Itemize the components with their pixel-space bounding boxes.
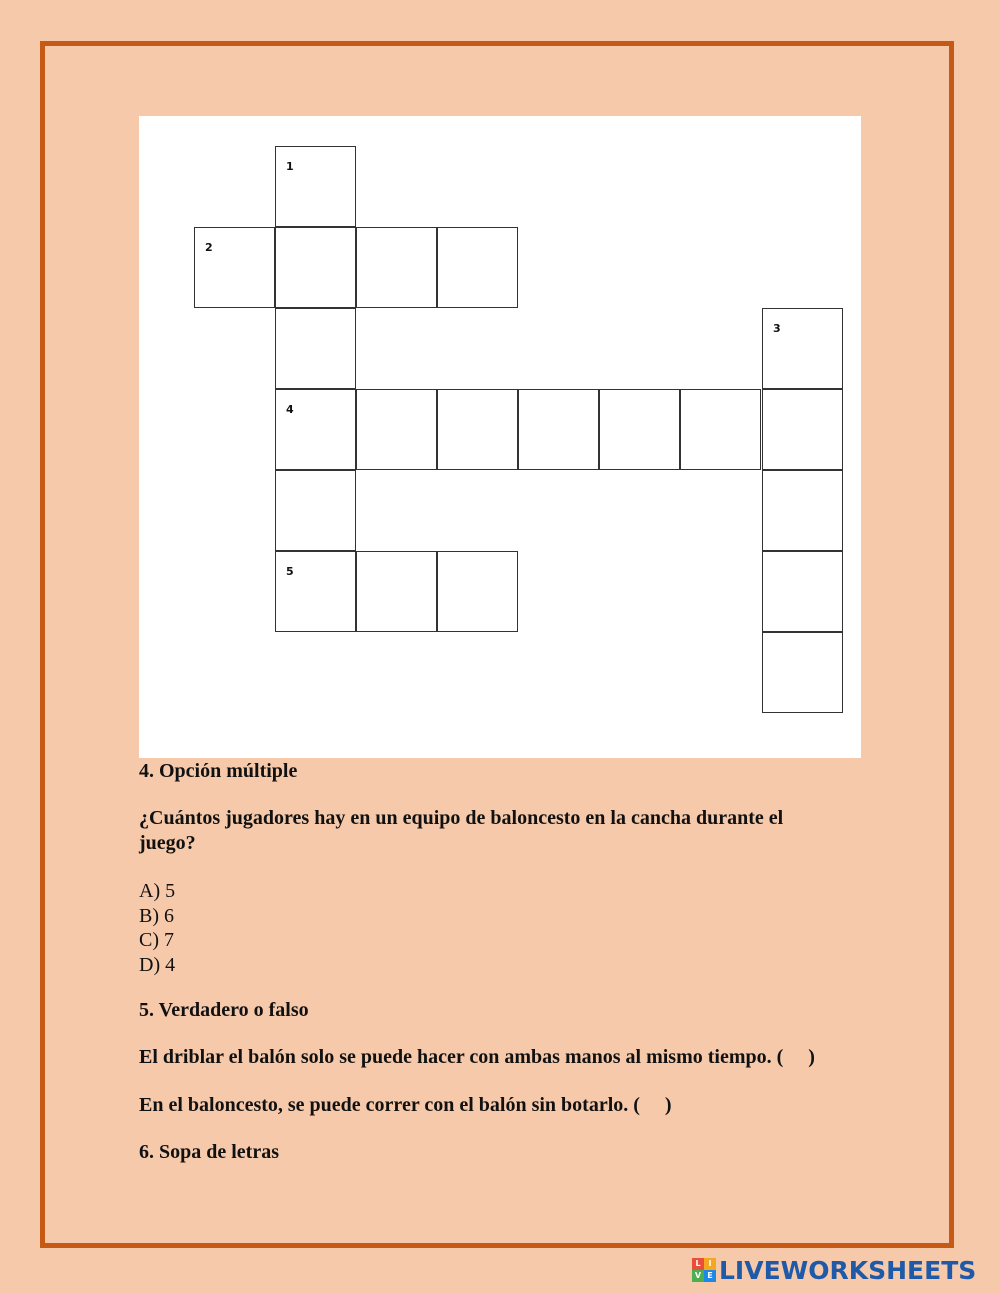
logo-mark-letter: E [704, 1270, 716, 1282]
crossword-cell[interactable] [194, 227, 275, 308]
crossword-cell[interactable] [762, 470, 843, 551]
crossword-cell[interactable] [275, 389, 356, 470]
crossword-cell[interactable] [762, 632, 843, 713]
section-6-heading: 6. Sopa de letras [139, 1141, 279, 1163]
crossword-cell[interactable] [599, 389, 680, 470]
liveworksheets-mark-icon [692, 1258, 716, 1282]
crossword-cell[interactable] [275, 146, 356, 227]
crossword-cell[interactable] [518, 389, 599, 470]
crossword-cell[interactable] [275, 470, 356, 551]
true-false-statement-1: El driblar el balón solo se puede hacer con ambas manos al mismo tiempo. ( ) [139, 1046, 815, 1068]
logo-mark-letter: L [692, 1258, 704, 1270]
option-a[interactable]: A) 5 [139, 880, 176, 902]
option-d[interactable]: D) 4 [139, 953, 176, 976]
liveworksheets-logo[interactable] [692, 1254, 976, 1286]
crossword-cell[interactable] [356, 389, 437, 470]
section-4-question: ¿Cuántos jugadores hay en un equipo de baloncesto en la cancha durante el juego? [139, 807, 784, 854]
logo-mark-letter: I [704, 1258, 716, 1270]
section-5-heading: 5. Verdadero o falso [139, 999, 309, 1021]
clue-number-3: 3 [773, 322, 781, 335]
option-c[interactable]: C) 7 [139, 929, 174, 951]
option-b[interactable]: B) 6 [139, 904, 174, 927]
clue-number-1: 1 [286, 160, 294, 173]
crossword-cell[interactable] [762, 308, 843, 389]
crossword-cell[interactable] [275, 227, 356, 308]
answer-options [139, 879, 175, 977]
logo-mark-letter: V [692, 1270, 704, 1282]
crossword-cell[interactable] [680, 389, 761, 470]
crossword-cell[interactable] [275, 308, 356, 389]
clue-number-4: 4 [286, 403, 294, 416]
section-4-heading: 4. Opción múltiple [139, 760, 298, 782]
crossword-grid [139, 116, 861, 758]
true-false-statement-2: En el baloncesto, se puede correr con el balón sin botarlo. ( ) [139, 1094, 672, 1116]
crossword-cell[interactable] [762, 551, 843, 632]
crossword-cell[interactable] [437, 389, 518, 470]
crossword-cell[interactable] [356, 551, 437, 632]
crossword-cell[interactable] [437, 227, 518, 308]
crossword-cell[interactable] [275, 551, 356, 632]
crossword-cell[interactable] [356, 227, 437, 308]
clue-number-5: 5 [286, 565, 294, 578]
crossword-cell[interactable] [437, 551, 518, 632]
crossword-cell[interactable] [762, 389, 843, 470]
clue-number-2: 2 [205, 241, 213, 254]
logo-text: LIVEWORKSHEETS [719, 1255, 977, 1285]
